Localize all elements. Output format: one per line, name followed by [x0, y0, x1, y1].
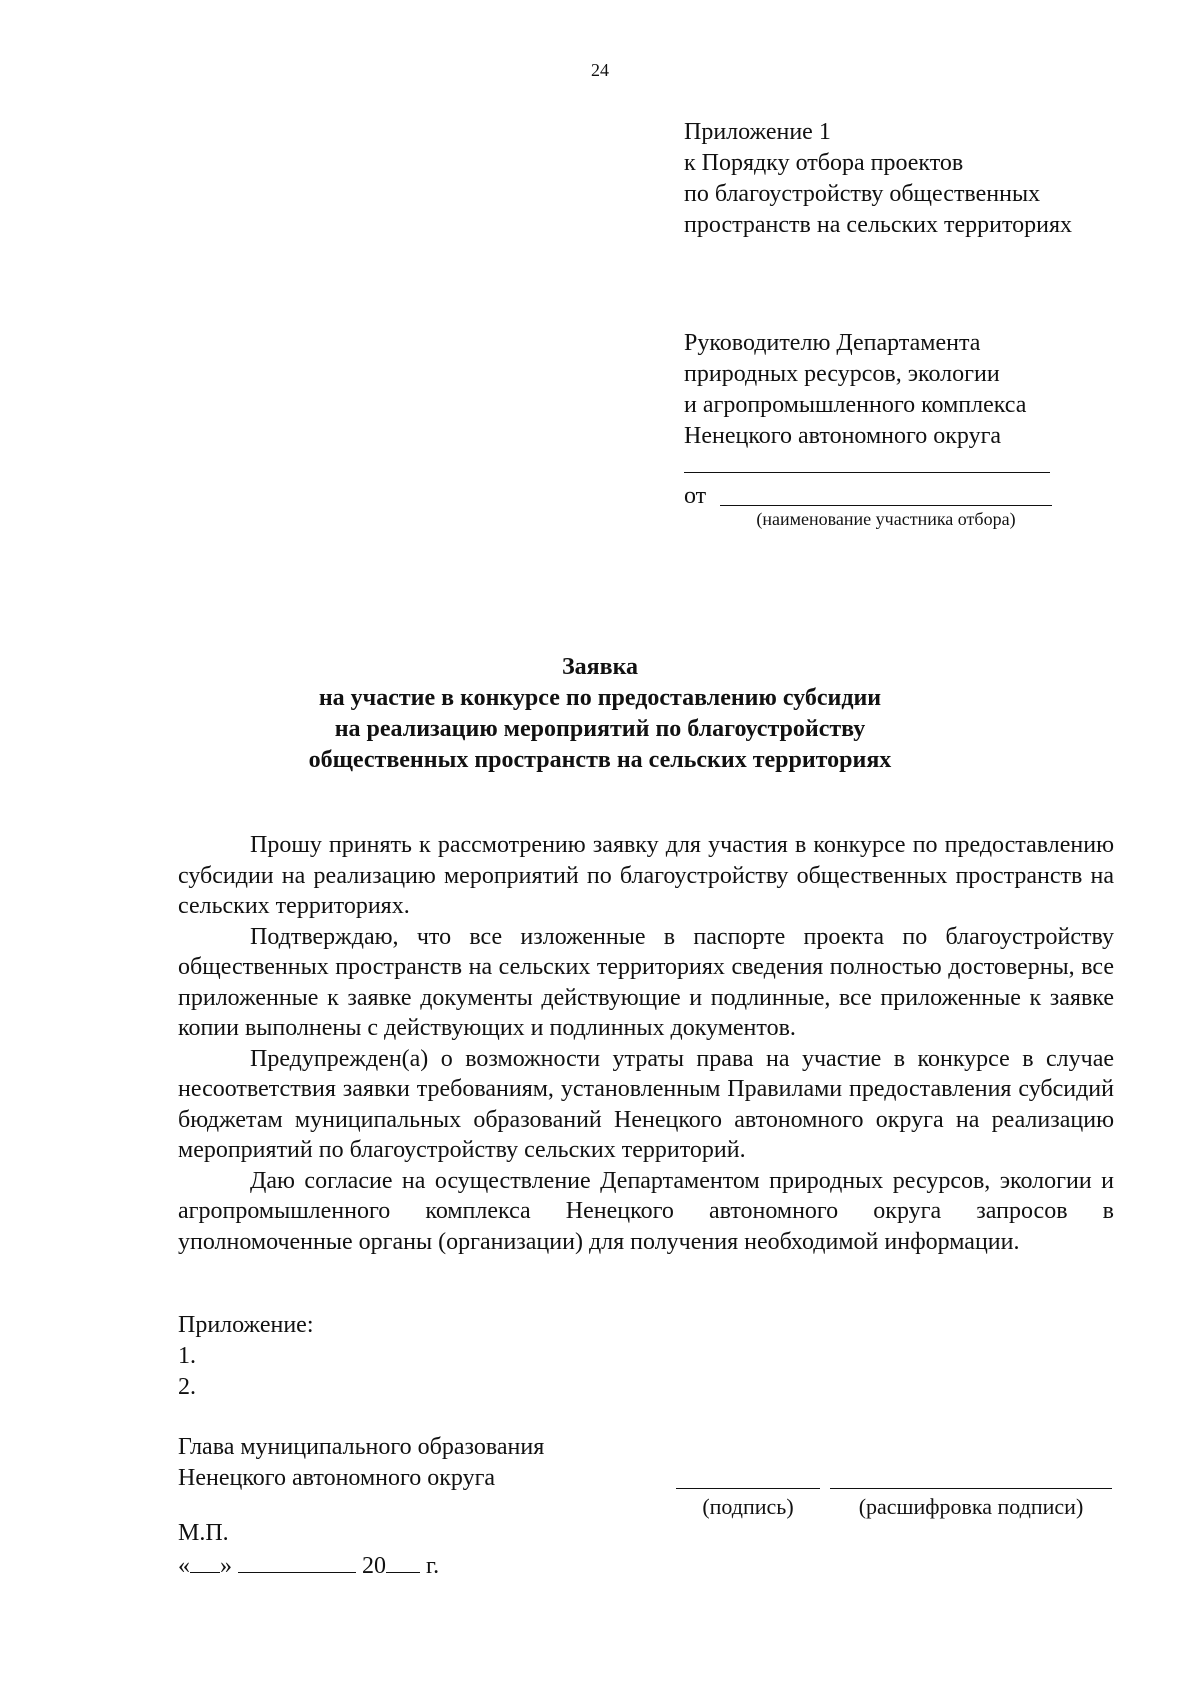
- from-caption: (наименование участника отбора): [756, 509, 1016, 529]
- title-line: Заявка: [561, 654, 639, 680]
- signature-decoding-caption: (расшифровка подписи): [858, 1494, 1084, 1519]
- appendix-header: [684, 117, 1072, 241]
- attachment-item: 2.: [178, 1374, 196, 1400]
- date-day-blank: [190, 1550, 220, 1573]
- attachments-list: [178, 1310, 313, 1403]
- page-number: 24: [591, 60, 609, 80]
- date-year-prefix: 20: [362, 1553, 386, 1579]
- date-month-blank: [238, 1550, 356, 1573]
- date-row: [178, 1550, 439, 1582]
- signature-caption: (подпись): [702, 1494, 794, 1519]
- signatory-line: Глава муниципального образования: [178, 1434, 545, 1460]
- appendix-line: по благоустройству общественных: [684, 181, 1041, 207]
- date-close-quote: »: [220, 1553, 232, 1579]
- addressee-line: и агропромышленного комплекса: [684, 392, 1027, 418]
- title-line: на участие в конкурсе по предоставлению субсидии: [318, 685, 882, 711]
- date-open-quote: «: [178, 1553, 190, 1579]
- addressee-line: Руководителю Департамента: [684, 330, 981, 356]
- body-paragraph: Подтверждаю, что все изложенные в паспорте проекта по благоустройству общественных пространств на сельских территориях сведения полностью достоверны, все приложенные к заявке документы действующие и подлинные, все приложенные к заявке копии выполнены с действующих и подлинных документов.: [178, 923, 1114, 1041]
- date-year-blank: [386, 1550, 420, 1573]
- addressee-block: [684, 328, 1026, 452]
- signature-decoding-blank-line: [830, 1488, 1112, 1489]
- appendix-line: пространств на сельских территориях: [684, 212, 1073, 238]
- body-paragraph: Даю согласие на осуществление Департаментом природных ресурсов, экологии и агропромышленного комплекса Ненецкого автономного округа запросов в уполномоченные органы (организации) для получения необходимой информации.: [178, 1167, 1114, 1255]
- application-body: [178, 830, 1114, 1257]
- appendix-line: к Порядку отбора проектов: [684, 150, 964, 176]
- addressee-line: Ненецкого автономного округа: [684, 423, 1002, 449]
- addressee-line: природных ресурсов, экологии: [684, 361, 1000, 387]
- from-label: от: [684, 483, 707, 509]
- date-year-suffix: г.: [426, 1553, 440, 1579]
- stamp-label: М.П.: [178, 1520, 229, 1546]
- attachment-item: 1.: [178, 1343, 196, 1369]
- title-line: на реализацию мероприятий по благоустройству: [334, 716, 866, 742]
- addressee-name-blank-line: [684, 472, 1050, 473]
- body-paragraph: Прошу принять к рассмотрению заявку для участия в конкурсе по предоставлению субсидии на реализацию мероприятий по благоустройству общественных пространств на сельских территориях.: [178, 832, 1114, 919]
- signatory-position: [178, 1432, 544, 1494]
- from-blank-line: [720, 505, 1052, 506]
- body-paragraph: Предупрежден(а) о возможности утраты права на участие в конкурсе в случае несоответствия заявки требованиям, установленным Правилами предоставления субсидий бюджетам муниципальных образований Ненецкого автономного округа на реализацию мероприятий по благоустройству сельских территорий.: [178, 1045, 1114, 1163]
- attachments-label: Приложение:: [178, 1312, 314, 1338]
- signatory-line: Ненецкого автономного округа: [178, 1465, 496, 1491]
- title-line: общественных пространств на сельских территориях: [308, 747, 892, 773]
- signature-blank-line: [676, 1488, 820, 1489]
- document-title: [0, 652, 1200, 776]
- appendix-line: Приложение 1: [684, 119, 831, 145]
